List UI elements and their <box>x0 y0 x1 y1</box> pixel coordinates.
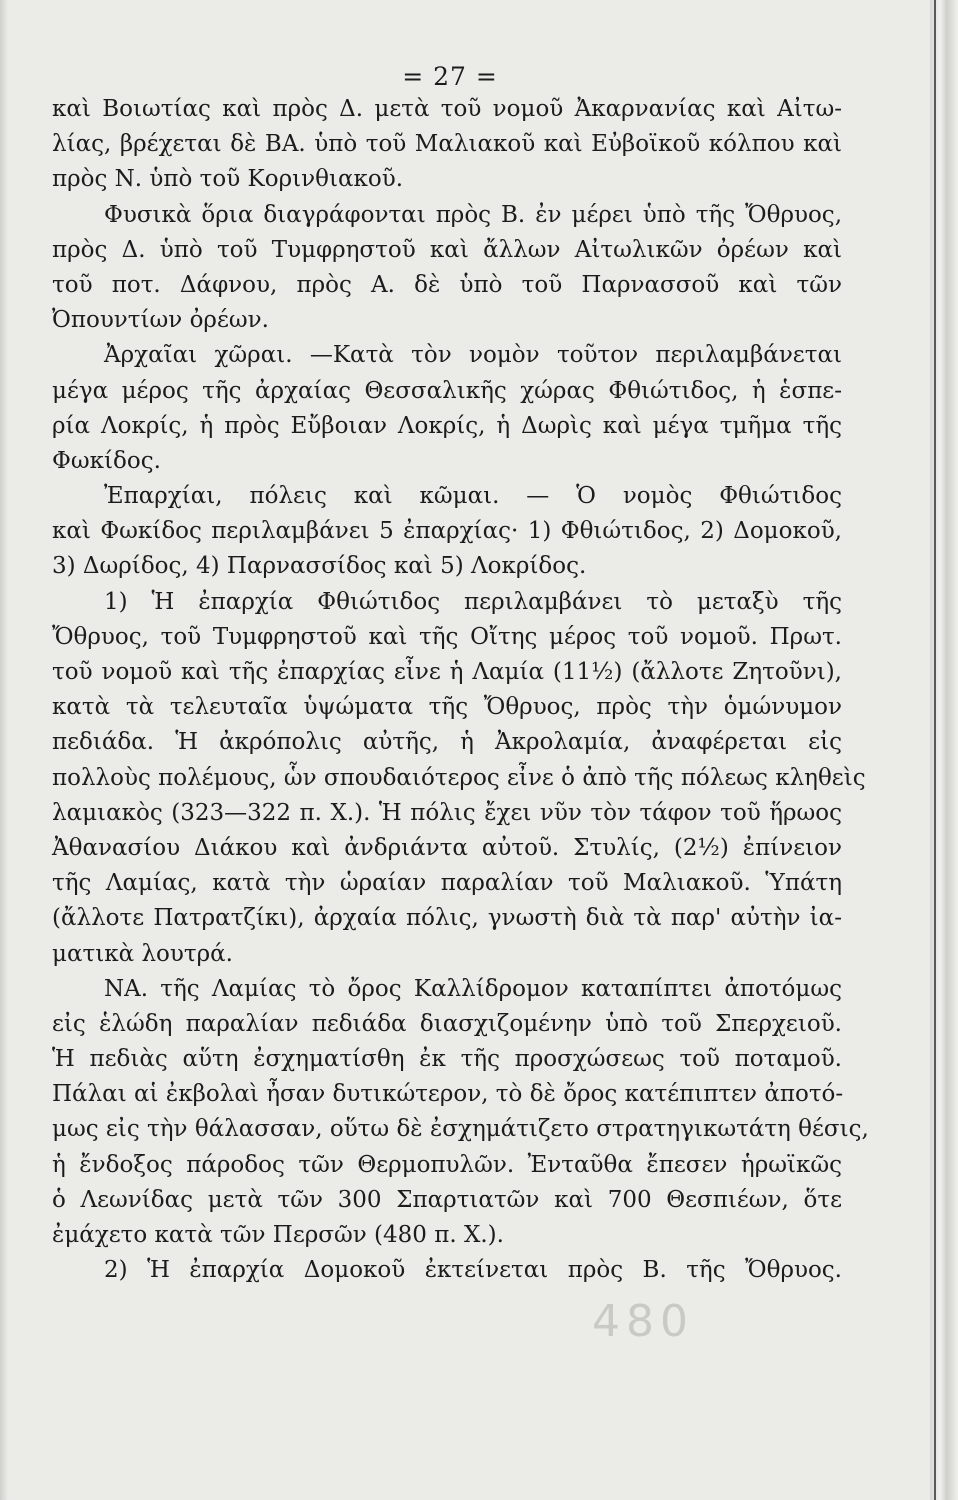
text-line: Φωκίδος. <box>52 447 161 474</box>
text-line: 1) Ἡ ἐπαρχία Φθιώτιδος περιλαμβάνει τὸ μεταξὺ τῆς <box>104 588 842 615</box>
page-number: = 27 = <box>402 62 498 91</box>
text-line: καὶ Φωκίδος περιλαμβάνει 5 ἐπαρχίας· 1) Φθιώτιδος, 2) Δομοκοῦ, <box>52 518 842 545</box>
text-line: 2) Ἡ ἐπαρχία Δομοκοῦ ἐκτείνεται πρὸς Β. τῆς Ὄθρυος. <box>104 1257 842 1284</box>
text-line: πρὸς Δ. ὑπὸ τοῦ Τυμφρηστοῦ καὶ ἄλλων Αἰτωλικῶν ὀρέων καὶ <box>52 236 842 263</box>
text-line: Ὀπουντίων ὀρέων. <box>52 307 269 334</box>
text-line: λαμιακὸς (323—322 π. Χ.). Ἡ πόλις ἔχει νῦν τὸν τάφον τοῦ ἥρωος <box>52 799 842 826</box>
text-line: ρία Λοκρίς, ἡ πρὸς Εὔβοιαν Λοκρίς, ἡ Δωρὶς καὶ μέγα τμῆμα τῆς <box>52 412 842 439</box>
text-line: ματικὰ λουτρά. <box>52 940 233 967</box>
text-line: Ἀθανασίου Διάκου καὶ ἀνδριάντα αὐτοῦ. Στυλίς, (2½) ἐπίνειον <box>52 834 842 861</box>
text-line: Ἐπαρχίαι, πόλεις καὶ κῶμαι. — Ὁ νομὸς Φθιώτιδος <box>104 483 842 510</box>
text-line: λίας, βρέχεται δὲ ΒΑ. ὑπὸ τοῦ Μαλιακοῦ καὶ Εὐβοϊκοῦ κόλπου καὶ <box>52 131 842 158</box>
pencil-note: 480 <box>592 1296 694 1347</box>
text-line: 3) Δωρίδος, 4) Παρνασσίδος καὶ 5) Λοκρίδος. <box>52 553 587 580</box>
text-line: ἐμάχετο κατὰ τῶν Περσῶν (480 π. Χ.). <box>52 1222 504 1248</box>
text-line: Ἀρχαῖαι χῶραι. —Κατὰ τὸν νομὸν τοῦτον περιλαμβάνεται <box>104 342 842 369</box>
text-line: Φυσικὰ ὅρια διαγράφονται πρὸς Β. ἐν μέρει ὑπὸ τῆς Ὄθρυος, <box>104 201 842 228</box>
text-line: πρὸς Ν. ὑπὸ τοῦ Κορινθιακοῦ. <box>52 166 404 193</box>
text-line: ἡ ἔνδοξος πάροδος τῶν Θερμοπυλῶν. Ἐνταῦθα ἔπεσεν ἡρωϊκῶς <box>52 1151 842 1178</box>
text-line: τῆς Λαμίας, κατὰ τὴν ὡραίαν παραλίαν τοῦ Μαλιακοῦ. Ὑπάτη <box>52 870 842 897</box>
text-line: κατὰ τὰ τελευταῖα ὑψώματα τῆς Ὄθρυος, πρὸς τὴν ὁμώνυμον <box>52 694 842 721</box>
body-text <box>52 92 869 1288</box>
text-line: πεδιάδα. Ἡ ἀκρόπολις αὐτῆς, ἡ Ἀκρολαμία, ἀναφέρεται εἰς <box>52 729 842 756</box>
text-line: ΝΑ. τῆς Λαμίας τὸ ὄρος Καλλίδρομον καταπίπτει ἀποτόμως <box>104 975 842 1002</box>
text-line: (ἄλλοτε Πατρατζίκι), ἀρχαία πόλις, γνωστὴ διὰ τὰ παρ' αὐτὴν ἰα- <box>52 905 842 932</box>
text-line: Ὄθρυος, τοῦ Τυμφρηστοῦ καὶ τῆς Οἴτης μέρος τοῦ νομοῦ. Πρωτ. <box>52 623 842 650</box>
text-line: Ἡ πεδιὰς αὕτη ἐσχηματίσθη ἐκ τῆς προσχώσεως τοῦ ποταμοῦ. <box>52 1046 842 1073</box>
text-line: πολλοὺς πολέμους, ὧν σπουδαιότερος εἶνε ὁ ἀπὸ τῆς πόλεως κληθεὶς <box>52 764 866 791</box>
binding-line <box>934 0 936 1500</box>
text-line: μως εἰς τὴν θάλασσαν, οὕτω δὲ ἐσχημάτιζετο στρατηγικωτάτη θέσις, <box>52 1116 869 1143</box>
text-line: εἰς ἑλώδη παραλίαν πεδιάδα διασχιζομένην ὑπὸ τοῦ Σπερχειοῦ. <box>52 1010 842 1037</box>
text-line: καὶ Βοιωτίας καὶ πρὸς Δ. μετὰ τοῦ νομοῦ Ἀκαρνανίας καὶ Αἰτω- <box>52 96 842 122</box>
text-line: τοῦ ποτ. Δάφνου, πρὸς Α. δὲ ὑπὸ τοῦ Παρνασσοῦ καὶ τῶν <box>52 271 842 298</box>
text-line: μέγα μέρος τῆς ἀρχαίας Θεσσαλικῆς χώρας Φθιώτιδος, ἡ ἑσπε- <box>52 377 842 404</box>
text-line: Πάλαι αἱ ἐκβολαὶ ἦσαν δυτικώτερον, τὸ δὲ ὄρος κατέπιπτεν ἀποτό- <box>52 1081 844 1108</box>
text-line: τοῦ νομοῦ καὶ τῆς ἐπαρχίας εἶνε ἡ Λαμία (11½) (ἄλλοτε Ζητοῦνι), <box>52 659 842 685</box>
left-page-edge <box>0 0 8 1500</box>
text-line: ὁ Λεωνίδας μετὰ τῶν 300 Σπαρτιατῶν καὶ 700 Θεσπιέων, ὅτε <box>52 1186 842 1213</box>
